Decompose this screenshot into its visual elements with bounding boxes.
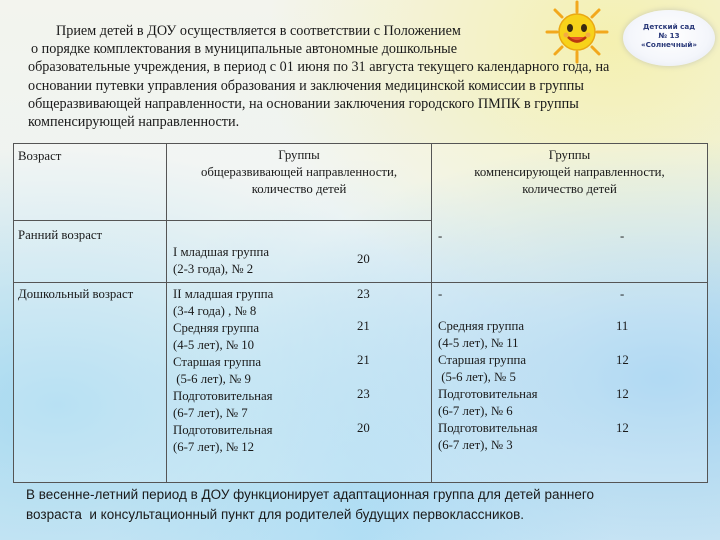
preschool-comp-count: 12 <box>616 421 629 435</box>
group-line: Подготовительная <box>438 387 538 401</box>
preschool-general-groups <box>173 286 273 456</box>
group-line: (2-3 года), № 2 <box>173 262 254 276</box>
group-line: (5-6 лет), № 5 <box>438 370 516 384</box>
group-line: Средняя группа <box>173 321 260 335</box>
early-comp-group: - <box>438 229 443 243</box>
group-line: II младшая группа <box>173 287 274 301</box>
group-line: (6-7 лет), № 6 <box>438 404 513 418</box>
group-line: Подготовительная <box>173 389 273 403</box>
group-line: (6-7 лет), № 12 <box>173 440 255 454</box>
intro-line: о порядке комплектования в муниципальные автономные дошкольные <box>31 41 457 58</box>
group-line: Старшая группа <box>173 355 262 369</box>
footer-line: возраста и консультационный пункт для родителей будущих первоклассников. <box>26 507 524 522</box>
group-line: (4-5 лет), № 10 <box>173 338 255 352</box>
preschool-count: 20 <box>357 421 370 435</box>
header-line: компенсирующей направленности, <box>474 165 665 179</box>
group-line: (6-7 лет), № 3 <box>438 438 513 452</box>
preschool-count: 21 <box>357 319 370 333</box>
preschool-comp-count: 11 <box>616 319 629 333</box>
preschool-comp-groups <box>438 318 538 454</box>
header-line: количество детей <box>522 182 617 196</box>
smiling-sun-icon <box>545 0 609 64</box>
row-preschool-age: Дошкольный возраст <box>18 287 134 301</box>
preschool-comp-count: 12 <box>616 387 629 401</box>
group-line: Подготовительная <box>438 421 538 435</box>
footer-note <box>26 485 706 525</box>
group-line: Подготовительная <box>173 423 273 437</box>
logo-badge-line: № 13 <box>658 31 680 40</box>
intro-line: основании путевки управления образования и заключения медицинской комиссии в группы <box>28 77 584 94</box>
group-line: I младшая группа <box>173 245 270 259</box>
header-age: Возраст <box>18 149 62 163</box>
header-line: общеразвивающей направленности, <box>200 165 398 179</box>
group-line: (4-5 лет), № 11 <box>438 336 519 350</box>
group-line: Средняя группа <box>438 319 525 333</box>
logo-badge-line: Детский сад <box>642 22 696 31</box>
preschool-count: 21 <box>357 353 370 367</box>
early-general-group <box>173 244 269 278</box>
preschool-comp-dash: - <box>438 287 443 301</box>
kindergarten-logo <box>545 0 720 80</box>
row-early-age: Ранний возраст <box>18 228 103 242</box>
header-line: количество детей <box>251 182 347 196</box>
intro-line: Прием детей в ДОУ осуществляется в соответствии с Положением <box>56 23 461 39</box>
early-comp-count: - <box>620 229 625 243</box>
early-general-count: 20 <box>357 252 370 266</box>
intro-line: общеразвивающей направленности, на основании заключения городского ПМПК в группы <box>28 95 579 112</box>
group-line: (6-7 лет), № 7 <box>173 406 248 420</box>
logo-badge <box>623 10 715 66</box>
preschool-count: 23 <box>357 387 370 401</box>
header-compensating-groups <box>432 147 707 198</box>
preschool-comp-count: 12 <box>616 353 629 367</box>
preschool-count: 23 <box>357 287 370 301</box>
intro-line: компенсирующей направленности. <box>28 114 240 131</box>
table-divider <box>166 220 432 221</box>
group-line: (5-6 лет), № 9 <box>173 372 251 386</box>
preschool-comp-count: - <box>620 287 625 301</box>
group-line: (3-4 года) , № 8 <box>173 304 257 318</box>
footer-line: В весенне-летний период в ДОУ функционирует адаптационная группа для детей раннего <box>26 487 595 502</box>
header-line: Группы <box>278 148 320 162</box>
logo-badge-line: «Солнечный» <box>640 40 698 49</box>
intro-line: образовательные учреждения, в период с 01 июня по 31 августа текущего календарного года, на <box>28 59 610 76</box>
header-general-groups <box>166 147 432 198</box>
table-divider <box>13 282 707 283</box>
header-line: Группы <box>548 148 591 162</box>
table-divider <box>13 220 167 221</box>
group-line: Старшая группа <box>438 353 527 367</box>
